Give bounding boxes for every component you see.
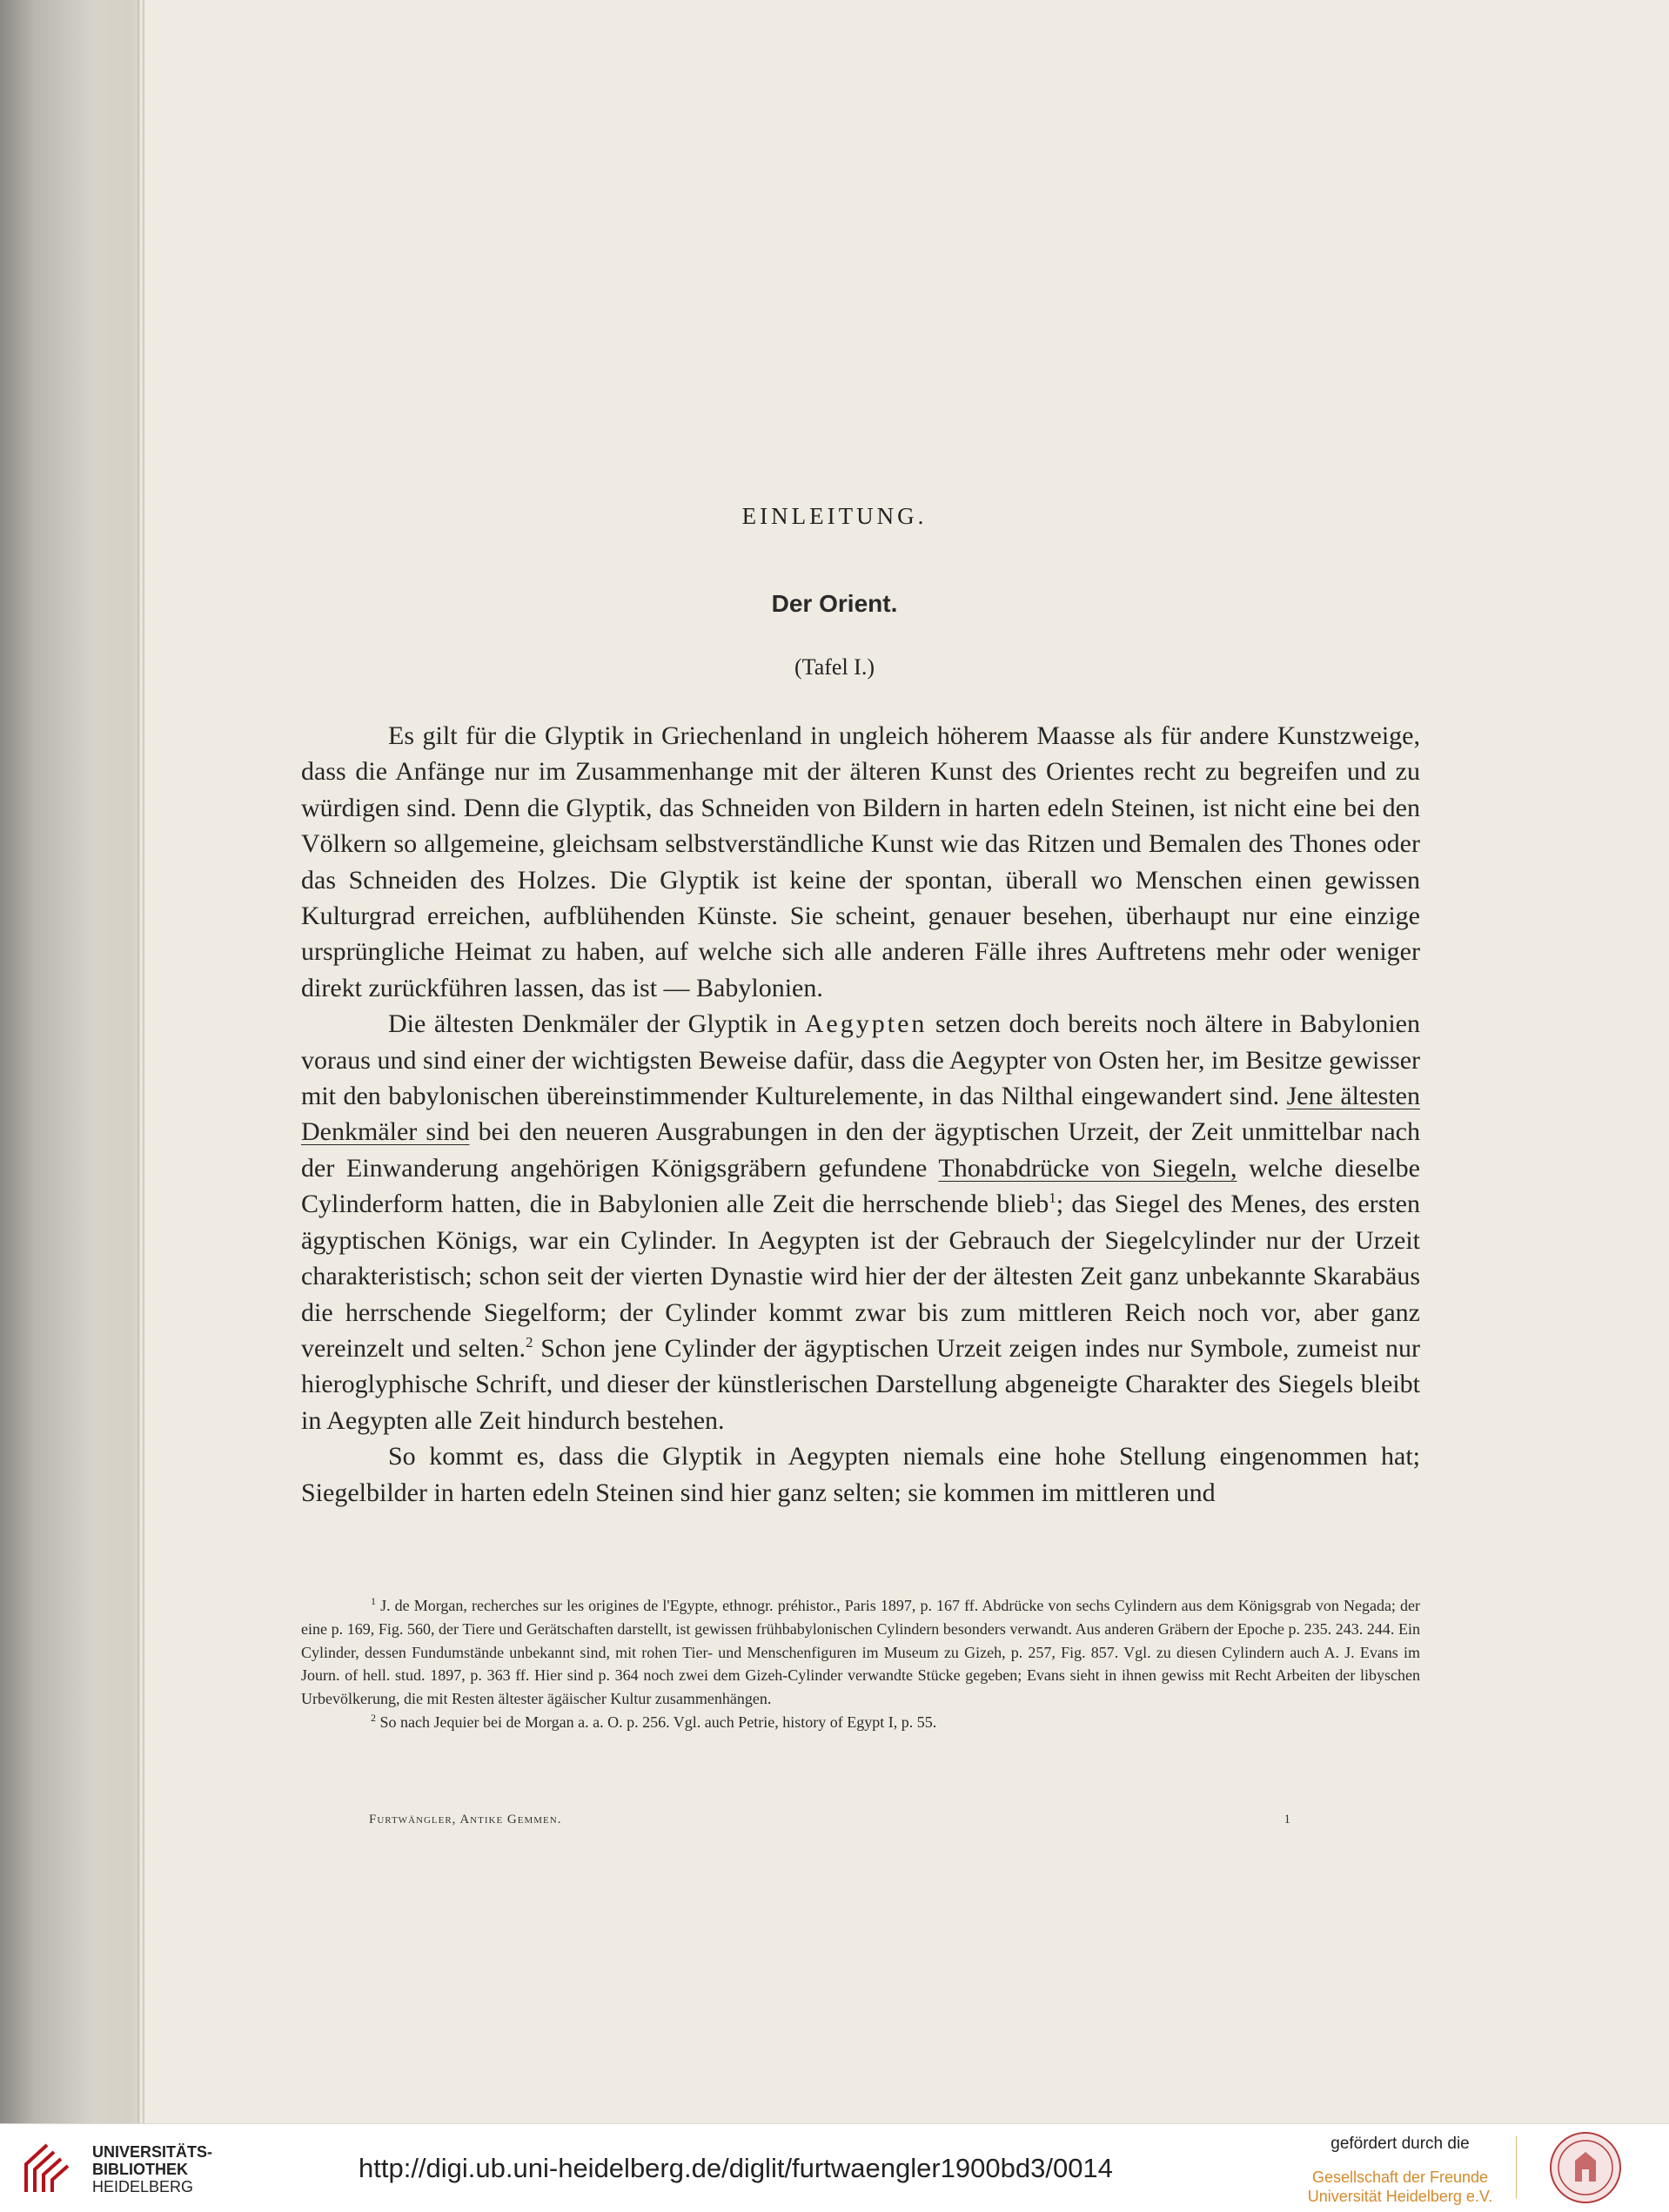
footnote <box>301 1594 1420 1711</box>
text-run: ; das Siegel des Menes, des ersten ägyptischen Königs, war ein Cylinder. In Aegypten ist der Gebrauch der Siegelcylinder nur der Urzeit charakteristisch; schon seit der vierten Dynastie wird hier der der ältesten Zeit ganz unbekannte Skarabäus die herrschende Siegelform; der Cylinder kommt zwar bis zum mittleren Reich noch vor, aber ganz vereinzelt und selten. <box>301 1190 1420 1363</box>
sponsor-credit: gefördert durch die Gesellschaft der Freunde Universität Heidelberg e.V. <box>1307 2135 1493 2205</box>
ub-logo-icon <box>21 2140 78 2197</box>
text-run: So kommt es, dass die Glyptik in Aegypten niemals eine hohe Stellung eingenommen hat; Siegelbilder in harten edeln Steinen sind hier ganz selten; sie kommen im mittleren und <box>301 1442 1420 1507</box>
text-run: 1 <box>371 1595 376 1607</box>
text-run: 2 <box>371 1711 376 1724</box>
text-run: So nach Jequier bei de Morgan a. a. O. p. 256. Vgl. auch Petrie, history of Egypt I, p. 55. <box>376 1713 937 1731</box>
plate-reference: (Tafel I.) <box>794 654 875 680</box>
text-run: J. de Morgan, recherches sur les origines de l'Egypte, ethnogr. préhistor., Paris 1897, p. 167 ff. Abdrücke von sechs Cylindern aus dem Königsgrab von Negada; der eine p. 169, Fig. 560, der Tiere und Gerätschaften darstellt, ist gewissen frühbabylonischen Cylindern besonders verwandt. Aus anderen Gräbern der Epoche p. 235. 243. 244. Ein Cylinder, dessen Fundumstände unbekannt sind, mit rohen Tier- und Menschenfiguren im Museum zu Gizeh, p. 257, Fig. 857. Vgl. zu diesen Cylindern auch A. J. Evans im Journ. of hell. stud. 1897, p. 363 ff. Hier sind p. 364 noch zwei dem Gizeh-Cylinder verwandte Stücke gegeben; Evans sieht in ihnen gewiss mit Recht Arbeiten der libyschen Urbevölkerung, die mit Resten ältester ägäischer Kultur zusammenhängen. <box>301 1597 1420 1708</box>
chapter-heading: EINLEITUNG. <box>741 503 928 529</box>
sheet-number: 1 <box>1284 1813 1291 1827</box>
text-run: Die ältesten Denkmäler der Glyptik in <box>388 1009 805 1039</box>
body-text <box>301 718 1420 1511</box>
section-title: Der Orient. <box>771 590 898 617</box>
paragraph <box>301 1438 1420 1511</box>
text-run: Aegypten <box>804 1009 928 1039</box>
text-run: 1 <box>1049 1190 1056 1207</box>
text-run: welche dieselbe Cylinderform hatten, die in Babylonien alle Zeit die herrschende blieb <box>301 1153 1420 1219</box>
footnotes <box>301 1594 1420 1734</box>
text-run: Thonabdrücke von Siegeln, <box>938 1153 1237 1183</box>
paragraph <box>301 718 1420 1006</box>
library-name: UNIVERSITÄTS- BIBLIOTHEK HEIDELBERG <box>92 2143 213 2195</box>
text-run: Schon jene Cylinder der ägyptischen Urzeit zeigen indes nur Symbole, zumeist nur hieroglyphische Schrift, und dieser der künstlerischen Darstellung abgeneigte Charakter des Siegels bleibt in Aegypten alle Zeit hindurch bestehen. <box>301 1333 1420 1435</box>
text-run: Es gilt für die Glyptik in Griechenland in ungleich höherem Maasse als für andere Kunstzweige, dass die Anfänge nur im Zusammenhange mit der älteren Kunst des Orientes recht zu begreifen und zu würdigen sind. Denn die Glyptik, das Schneiden von Bildern in harten edeln Steinen, ist nicht eine bei den Völkern so allgemeine, gleichsam selbstverständliche Kunst wie das Ritzen und Bemalen des Thones oder das Schneiden des Holzes. Die Glyptik ist keine der spontan, überall wo Menschen einen gewissen Kulturgrad erreichen, aufblühenden Künste. Sie scheint, genauer besehen, überhaupt nur eine einzige ursprüngliche Heimat zu haben, auf welche sich alle anderen Fälle ihres Auftretens mehr oder weniger direkt zurückführen lassen, das ist — Babylonien. <box>301 721 1420 1002</box>
text-run: setzen doch bereits noch ältere in Babylonien voraus und sind einer der wichtigsten Beweise dafür, dass die Aegypter von Osten her, im Besitze gewisser mit den babylonischen übereinstimmender Kulturelemente, in das Nilthal eingewandert sind. <box>301 1009 1420 1111</box>
banner-divider <box>1516 2136 1517 2199</box>
page-footer <box>369 1813 1291 1827</box>
digitization-banner <box>0 2123 1669 2212</box>
text-run: 2 <box>526 1333 533 1351</box>
footnote <box>301 1711 1420 1734</box>
text-run: Jene ältesten Denkmäler sind <box>301 1082 1420 1147</box>
signature-mark: Furtwängler, Antike Gemmen. <box>369 1813 562 1827</box>
paragraph <box>301 1006 1420 1438</box>
book-spine <box>137 0 144 2123</box>
text-run: bei den neueren Ausgrabungen in den der ägyptischen Urzeit, der Zeit unmittelbar nach der Einwanderung angehörigen Königsgräbern gefundene <box>301 1117 1420 1183</box>
permalink-url[interactable]: http://digi.ub.uni-heidelberg.de/diglit/furtwaengler1900bd3/0014 <box>359 2153 1113 2183</box>
university-seal-icon <box>1549 2131 1622 2204</box>
